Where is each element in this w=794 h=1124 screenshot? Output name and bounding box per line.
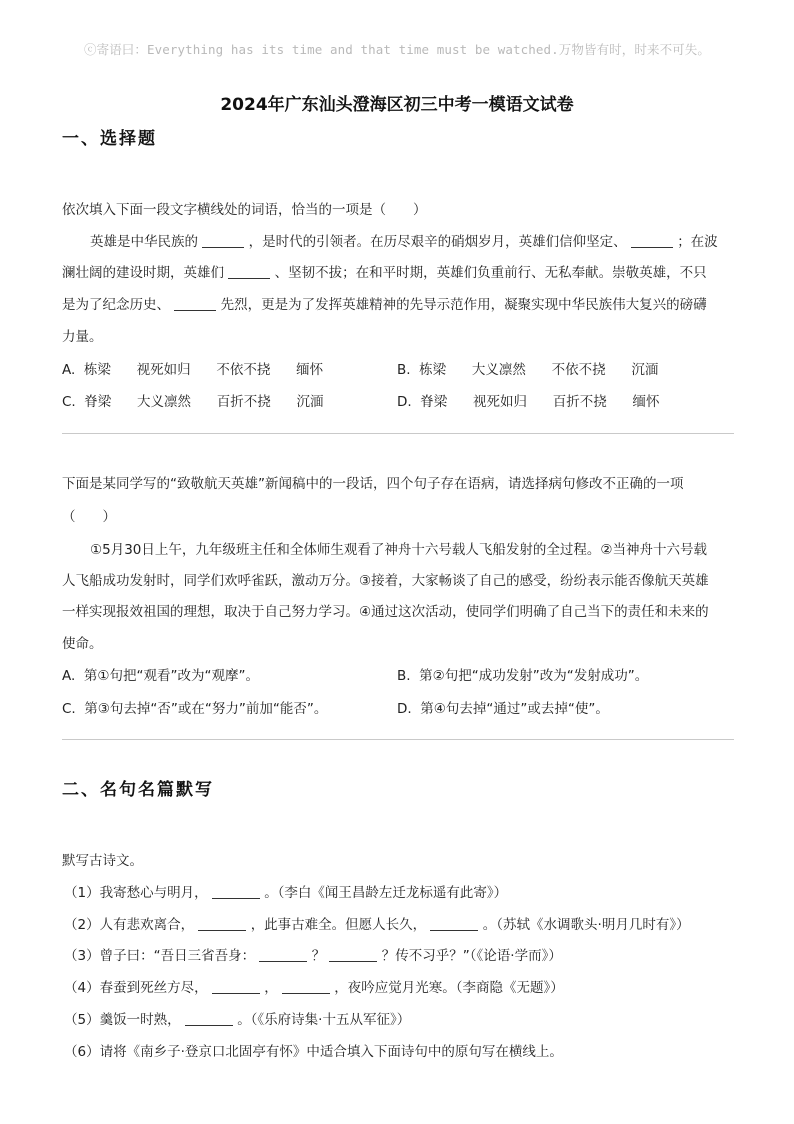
q2-stem-paren: （ ） [62, 509, 116, 525]
q1-text: 英雄是中华民族的 [90, 234, 198, 250]
q1-stem: 依次填入下面一段文字横线处的词语，恰当的一项是（ ） [62, 202, 427, 218]
q3-item-1 [64, 883, 736, 903]
q1-option-a[interactable]: A. 栋梁 视死如归 不依不挠 缅怀 [62, 362, 324, 378]
q1-option-b[interactable]: B. 栋梁 大义凛然 不依不挠 沉湎 [397, 362, 659, 378]
q2-para-line1: ①5月30日上午，九年级班主任和全体师生观看了神舟十六号载人飞船发射的全过程。②当神舟十六号载 [90, 542, 707, 558]
q3-blank[interactable] [212, 979, 260, 994]
q1-text: 澜壮阔的建设时期，英雄们 [62, 265, 224, 281]
q1-para-line3 [62, 295, 734, 315]
q3-item-text: ， [264, 980, 278, 996]
q2-para-line4: 使命。 [62, 636, 103, 652]
q3-item-2 [64, 915, 736, 935]
q2-para-line3: 一样实现报效祖国的理想，取决于自己努力学习。④通过这次活动，使同学们明确了自己当下的责任和未来的 [62, 604, 709, 620]
q1-text: 先烈，更是为了发挥英雄精神的先导示范作用，凝聚实现中华民族伟大复兴的磅礴 [220, 297, 707, 313]
q1-option-d[interactable]: D. 脊梁 视死如归 百折不挠 缅怀 [397, 394, 660, 410]
q2-option-b[interactable]: B. 第②句把“成功发射”改为“发射成功”。 [397, 668, 649, 684]
q3-item-text: 。（苏轼《水调歌头·明月几时有》） [482, 917, 690, 933]
q1-blank-4 [174, 296, 216, 311]
q3-item-text: ，夜吟应觉月光寒。（李商隐《无题》） [334, 980, 564, 996]
divider [62, 433, 734, 434]
motto-header: ⓒ寄语曰：Everything has its time and that time must be watched.万物皆有时，时来不可失。 [84, 42, 710, 57]
q3-item-text: （2）人有悲欢离合， [64, 917, 195, 933]
section-heading-recitation: 二、名句名篇默写 [62, 780, 214, 800]
q3-item-5 [64, 1010, 736, 1030]
q1-blank-2 [631, 233, 673, 248]
q3-item-text: 。（李白《闻王昌龄左迁龙标遥有此寄》） [264, 885, 508, 901]
q3-item-3 [64, 946, 736, 966]
q3-item-6: （6）请将《南乡子·登京口北固亭有怀》中适合填入下面诗句中的原句写在横线上。 [64, 1044, 563, 1060]
q3-blank[interactable] [198, 916, 246, 931]
q2-option-c[interactable]: C. 第③句去掉“否”或在“努力”前加“能否”。 [62, 701, 328, 717]
q2-para-line2: 人飞船成功发射时，同学们欢呼雀跃，激动万分。③接着，大家畅谈了自己的感受，纷纷表示能否像航天英雄 [62, 573, 709, 589]
q2-option-d[interactable]: D. 第④句去掉“通过”或去掉“使”。 [397, 701, 609, 717]
q3-item-text: ？传不习乎？”（《论语·学而》） [381, 948, 562, 964]
q1-text: ；在波 [677, 234, 718, 250]
q3-blank[interactable] [259, 947, 307, 962]
q3-item-text: （1）我寄愁心与明月， [64, 885, 208, 901]
q1-para-line1 [90, 232, 734, 252]
q1-text: 是为了纪念历史、 [62, 297, 170, 313]
q1-text: 、坚韧不拔；在和平时期，英雄们负重前行、无私奉献。崇敬英雄，不只 [274, 265, 707, 281]
q2-stem: 下面是某同学写的“致敬航天英雄”新闻稿中的一段话，四个句子存在语病，请选择病句修改不正确的一项 [62, 476, 684, 492]
q3-item-text: （5）羹饭一时熟， [64, 1012, 181, 1028]
q3-blank[interactable] [430, 916, 478, 931]
q3-item-text: ，此事古难全。但愿人长久， [250, 917, 427, 933]
q3-item-text: 。（《乐府诗集·十五从军征》） [237, 1012, 411, 1028]
q1-option-c[interactable]: C. 脊梁 大义凛然 百折不挠 沉湎 [62, 394, 324, 410]
q3-blank[interactable] [329, 947, 377, 962]
divider [62, 739, 734, 740]
q2-option-a[interactable]: A. 第①句把“观看”改为“观摩”。 [62, 668, 259, 684]
q3-stem: 默写古诗文。 [62, 853, 143, 869]
page-title: 2024年广东汕头澄海区初三中考一模语文试卷 [220, 95, 574, 115]
q3-item-4 [64, 978, 736, 998]
q1-text: ，是时代的引领者。在历尽艰辛的硝烟岁月，英雄们信仰坚定、 [248, 234, 627, 250]
q1-para-line2 [62, 263, 734, 283]
q3-item-text: （3）曾子曰：“吾日三省吾身： [64, 948, 256, 964]
q3-blank[interactable] [282, 979, 330, 994]
section-heading-choice: 一、选择题 [62, 129, 157, 149]
q3-blank[interactable] [212, 884, 260, 899]
q3-blank[interactable] [185, 1011, 233, 1026]
q3-item-text: （4）春蚕到死丝方尽， [64, 980, 208, 996]
q3-item-text: ？ [311, 948, 326, 964]
q1-blank-1 [202, 233, 244, 248]
q1-para-line4: 力量。 [62, 329, 103, 345]
q1-blank-3 [228, 264, 270, 279]
